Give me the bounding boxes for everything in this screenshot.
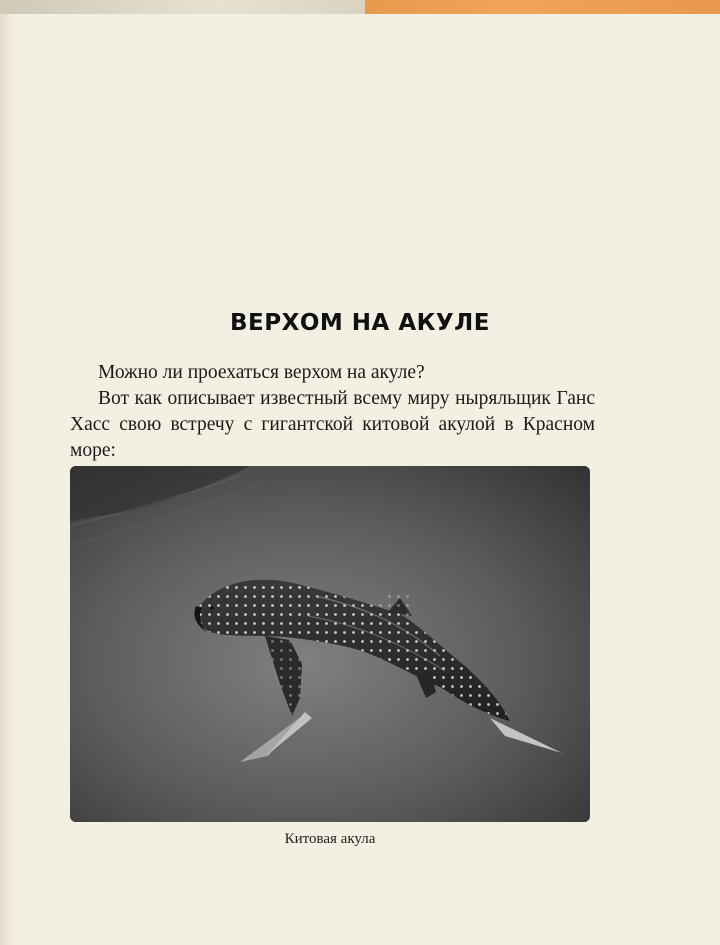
paragraph-question: Можно ли проехаться верхом на акуле? (98, 362, 425, 383)
edge-strip-gray (0, 0, 365, 14)
section-heading: ВЕРХОМ НА АКУЛЕ (230, 310, 490, 336)
whale-shark-photo (70, 466, 590, 822)
edge-strip-orange (365, 0, 720, 14)
page-top-edge (0, 0, 720, 14)
body-text (70, 360, 595, 464)
paragraph-intro: Вот как описывает известный всему миру ныряльщик Ганс Хасс свою встречу с гигантской китовой акулой в Красном море: (70, 388, 595, 461)
photo-caption: Китовая акула (284, 831, 376, 847)
whale-shark-illustration (70, 466, 590, 822)
book-spine-shadow (0, 14, 14, 945)
